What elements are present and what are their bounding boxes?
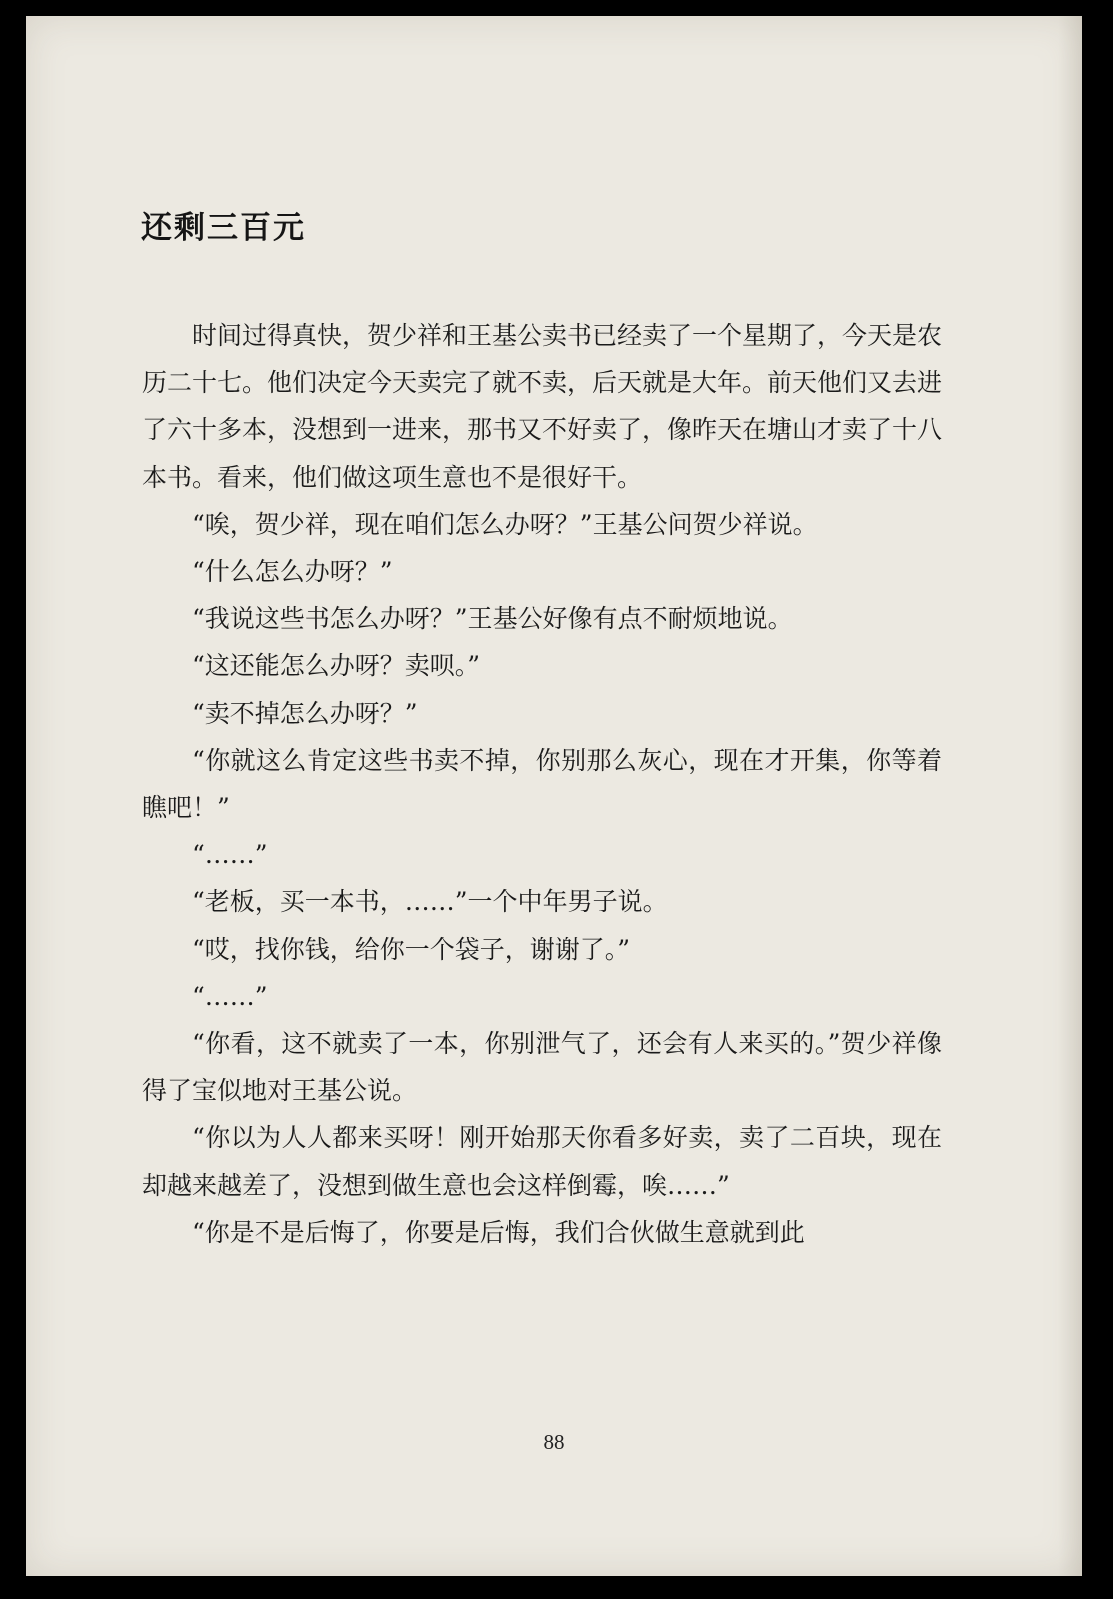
paragraph: “你看，这不就卖了一本，你别泄气了，还会有人来买的。”贺少祥像得了宝似地对王基公说。: [142, 1029, 942, 1106]
paragraph: “我说这些书怎么办呀？”王基公好像有点不耐烦地说。: [192, 604, 793, 634]
chapter-title: 还剩三百元: [141, 210, 306, 246]
paragraph: “……”: [192, 981, 268, 1011]
paragraph: “唉，贺少祥，现在咱们怎么办呀？”王基公问贺少祥说。: [192, 509, 818, 539]
paragraph: “你是不是后悔了，你要是后悔，我们合伙做生意就到此: [192, 1217, 805, 1247]
chapter-body: [142, 312, 942, 1256]
paragraph: “这还能怎么办呀？卖呗。”: [192, 651, 481, 681]
paragraph: “你以为人人都来买呀！刚开始那天你看多好卖，卖了二百块，现在却越来越差了，没想到做生意也会这样倒霉，唉……”: [142, 1123, 942, 1200]
paragraph: “什么怎么办呀？”: [192, 557, 393, 587]
book-page: [26, 16, 1082, 1576]
page-number: 88: [543, 1430, 565, 1454]
paragraph: “老板，买一本书，……”一个中年男子说。: [192, 887, 668, 917]
paragraph: “你就这么肯定这些书卖不掉，你别那么灰心，现在才开集，你等着瞧吧！”: [142, 745, 942, 823]
paragraph: “……”: [192, 840, 268, 870]
paragraph: 时间过得真快，贺少祥和王基公卖书已经卖了一个星期了，今天是农历二十七。他们决定今天卖完了就不卖，后天就是大年。前天他们又去进了六十多本，没想到一进来，那书又不好卖了，像昨天在塘山才卖了十八本书。看来，他们做这项生意也不是很好干。: [142, 321, 943, 492]
paragraph: “卖不掉怎么办呀？”: [192, 698, 418, 728]
paragraph: “哎，找你钱，给你一个袋子，谢谢了。”: [192, 934, 631, 964]
